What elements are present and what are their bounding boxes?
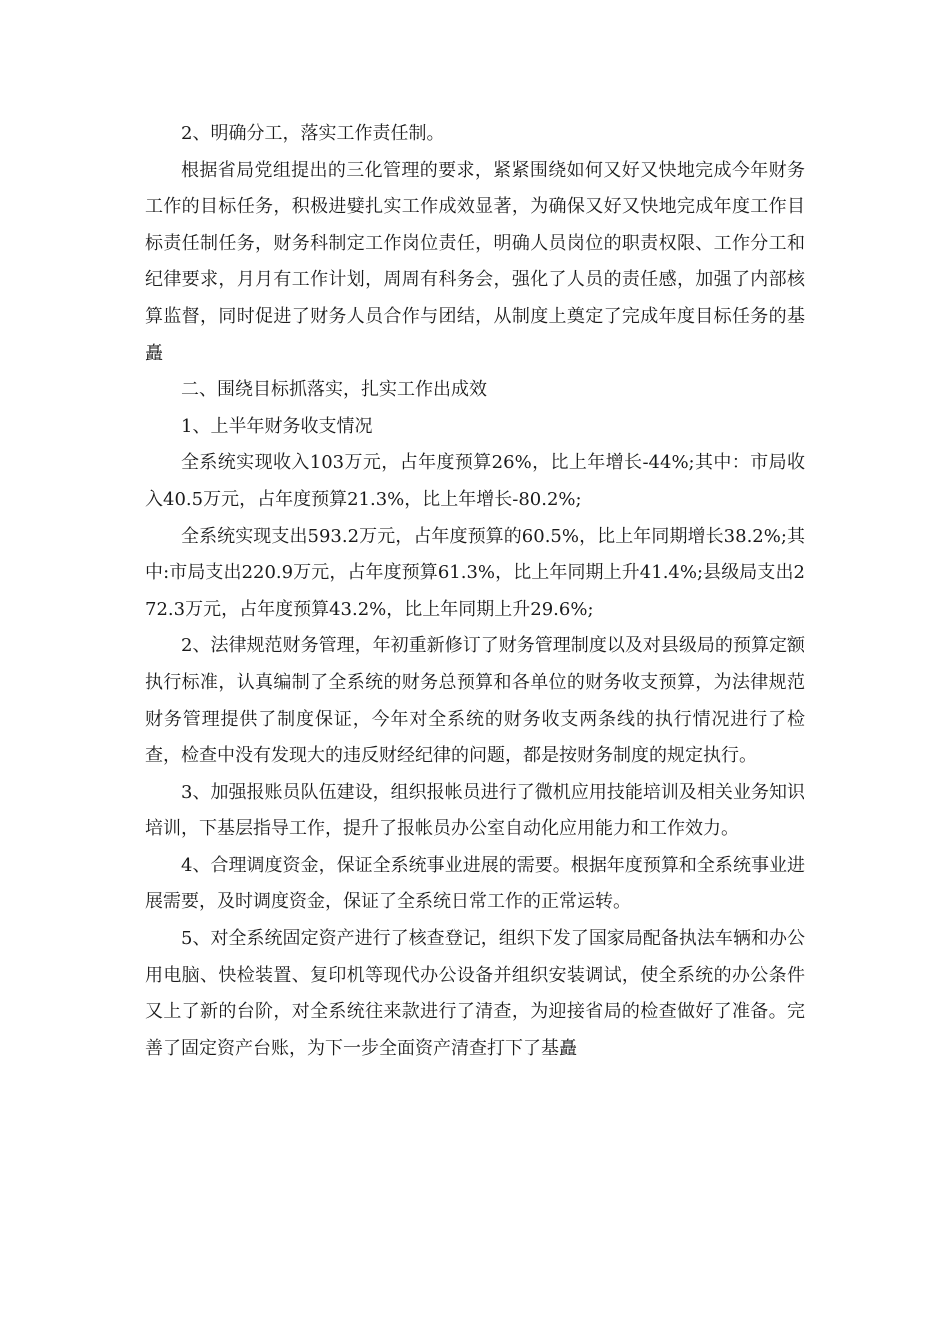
paragraph-6: 全系统实现支出593.2万元，占年度预算的60.5%，比上年同期增长38.2%;其中:市局支出220.9万元，占年度预算61.3%，比上年同期上升41.4%;县级局支出272.3万元，占年度预算43.2%，比上年同期上升29.6%;: [145, 525, 805, 620]
paragraph-2: 根据省局党组提出的三化管理的要求，紧紧围绕如何又好又快地完成今年财务工作的目标任务，积极进嬖扎实工作成效显著，为确保又好又快地完成年度工作目标责任制任务，财务科制定工作岗位责任，明确人员岗位的职责权限、工作分工和纪律要求，月月有工作计划，周周有科务会，强化了人员的责任感，加强了内部核算监督，同时促进了财务人员合作与团结，从制度上奠定了完成年度目标任务的基矗: [145, 159, 805, 364]
paragraph-7: 2、法律规范财务管理，年初重新修订了财务管理制度以及对县级局的预算定额执行标准，认真编制了全系统的财务总预算和各单位的财务收支预算，为法律规范财务管理提供了制度保证，今年对全系统的财务收支两条线的执行情况进行了检查，检查中没有发现大的违反财经纪律的问题，都是按财务制度的规定执行。: [145, 635, 805, 767]
paragraph-9: 4、合理调度资金，保证全系统事业进展的需要。根据年度预算和全系统事业进展需要，及时调度资金，保证了全系统日常工作的正常运转。: [145, 854, 805, 913]
document-body: [145, 116, 805, 1067]
paragraph-8: 3、加强报账员队伍建设，组织报帐员进行了微机应用技能培训及相关业务知识培训，下基层指导工作，提升了报帐员办公室自动化应用能力和工作效力。: [145, 781, 805, 840]
paragraph-3: 二、围绕目标抓落实，扎实工作出成效: [181, 379, 487, 401]
paragraph-5: 全系统实现收入103万元，占年度预算26%，比上年增长-44%;其中：市局收入40.5万元，占年度预算21.3%，比上年增长-80.2%;: [145, 452, 805, 510]
paragraph-4: 1、上半年财务收支情况: [181, 415, 373, 437]
paragraph-10: 5、对全系统固定资产进行了核查登记，组织下发了国家局配备执法车辆和办公用电脑、快检装置、复印机等现代办公设备并组织安装调试，使全系统的办公条件又上了新的台阶，对全系统往来款进行了清查，为迎接省局的检查做好了准备。完善了固定资产台账，为下一步全面资产清查打下了基矗: [145, 928, 805, 1059]
paragraph-1: 2、明确分工，落实工作责任制。: [181, 123, 445, 144]
